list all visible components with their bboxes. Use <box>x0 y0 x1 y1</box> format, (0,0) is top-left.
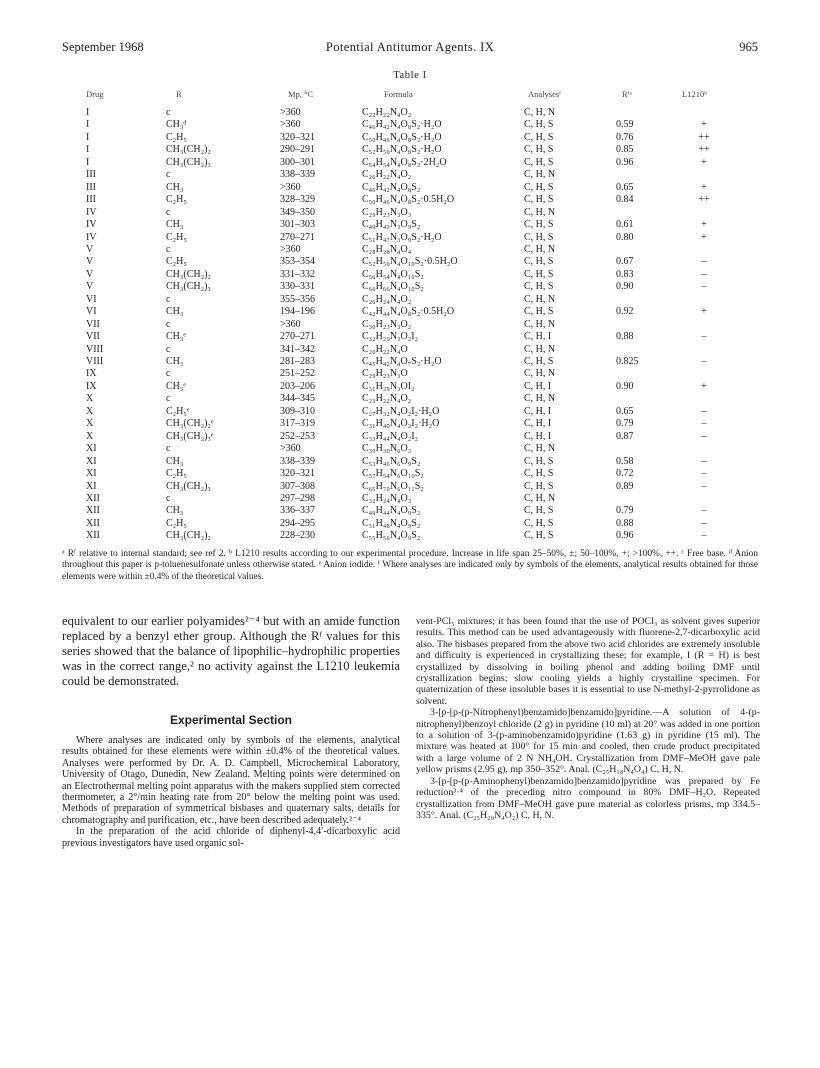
cell-analyses: C, H, N <box>524 243 556 255</box>
cell-l1210: + <box>701 231 707 243</box>
cell-l1210: – <box>701 455 707 467</box>
cell-rf: 0.88 <box>616 331 634 343</box>
body-paragraph: In the preparation of the acid chloride of diphenyl-4,4′-dicarboxylic acid previous investigators have used organic sol- <box>62 826 400 849</box>
cell-mp: >360 <box>280 318 301 330</box>
cell-r: CH₃(CH₂)₃ᵉ <box>166 430 214 442</box>
table-row <box>0 355 820 368</box>
cell-mp: 194–196 <box>280 306 315 318</box>
table-row <box>0 318 820 331</box>
cell-l1210: ++ <box>698 131 710 143</box>
table-row <box>0 218 820 231</box>
cell-r: C₂H₅ <box>166 517 187 529</box>
cell-r: CH₃(CH₂)₂ᵉ <box>166 418 214 430</box>
cell-rf: 0.90 <box>616 281 634 293</box>
cell-drug: XI <box>86 480 97 492</box>
cell-mp: 349–350 <box>280 206 315 218</box>
cell-drug: V <box>86 243 94 255</box>
cell-r: C₂H₅ <box>166 194 187 206</box>
header-rf: Rᶠᵃ <box>622 89 632 99</box>
table-row <box>0 255 820 268</box>
header-r: R <box>176 89 182 99</box>
cell-mp: 294–295 <box>280 517 315 529</box>
cell-mp: >360 <box>280 181 301 193</box>
table-footnote: ᵃ Rᶠ relative to internal standard; see ref 2. ᵇ L1210 results according to our experimental procedure. Increase in life span 25–50%, ±; 50–100%, +; >100%, ++. ᶜ Free base. ᵈ Anion throughout this paper is p-toluenesulfonate unless otherwise stated. ᵉ Anion iodide. ᶠ Where analyses are indicated only by symbols of the elements, analytical results obtained for those elements were within ±0.4% of the theoretical values. <box>62 549 758 582</box>
table-row <box>0 417 820 430</box>
table-row <box>0 268 820 281</box>
cell-analyses: C, H, S <box>524 194 554 206</box>
cell-mp: 203–206 <box>280 380 315 392</box>
cell-rf: 0.92 <box>616 306 634 318</box>
table-header-row <box>0 88 820 101</box>
cell-rf: 0.90 <box>616 380 634 392</box>
cell-analyses: C, H, S <box>524 517 554 529</box>
header-mp: Mp, °C <box>288 89 314 99</box>
cell-drug: V <box>86 268 94 280</box>
cell-r: CH₃ <box>166 505 184 517</box>
cell-drug: V <box>86 256 94 268</box>
cell-drug: X <box>86 418 94 430</box>
cell-r: c <box>166 492 171 504</box>
table-row <box>0 193 820 206</box>
cell-r: C₂H₅ <box>166 131 187 143</box>
body-paragraph: 3-[p-[p-(p-Aminophenyl)benzamido]benzamido]pyridine was prepared by Fe reduction³·⁴ of the preceding nitro compound in 80% DMF–H₂O. Repeated crystallization from DMF–MeOH gave pure material as colorless prisms, mp 334.5–335°. Anal. (C₂₅H₂₀N₄O₂) C, H, N. <box>416 775 760 821</box>
table-row <box>0 504 820 517</box>
table-row <box>0 480 820 493</box>
cell-r: CH₃(CH₂)₂ <box>166 530 211 542</box>
cell-r: CH₃(CH₂)₂ <box>166 144 211 156</box>
cell-analyses: C, H, N <box>524 293 556 305</box>
table-row <box>0 293 820 306</box>
cell-drug: VI <box>86 306 97 318</box>
cell-mp: 341–342 <box>280 343 315 355</box>
table-row <box>0 367 820 380</box>
cell-r: c <box>166 343 171 355</box>
cell-rf: 0.61 <box>616 219 634 231</box>
page-number: 965 <box>739 40 758 54</box>
cell-analyses: C, H, N <box>524 343 556 355</box>
cell-r: c <box>166 443 171 455</box>
cell-formula: C₅₁H₄₈N₄O₉S₂ <box>362 517 421 529</box>
cell-drug: V <box>86 281 94 293</box>
cell-rf: 0.87 <box>616 430 634 442</box>
cell-rf: 0.58 <box>616 455 634 467</box>
cell-mp: 353–354 <box>280 256 315 268</box>
cell-formula: C₄₆H₄₂N₄O₈S₂·H₂O <box>362 119 442 131</box>
cell-formula: C₃₉H₃₀N₆O₃ <box>362 443 412 455</box>
cell-mp: 252–253 <box>280 430 315 442</box>
cell-analyses: C, H, N <box>524 206 556 218</box>
cell-drug: IX <box>86 368 97 380</box>
cell-formula: C₆₀H₆₆N₄O₁₀S₂ <box>362 281 424 293</box>
cell-formula: C₂₈H₂₈N₄O₄ <box>362 243 412 255</box>
cell-drug: IV <box>86 231 97 243</box>
cell-drug: III <box>86 194 96 206</box>
cell-analyses: C, H, S <box>524 505 554 517</box>
cell-rf: 0.65 <box>616 181 634 193</box>
cell-drug: IX <box>86 380 97 392</box>
cell-analyses: C, H, S <box>524 131 554 143</box>
header-formula: Formula <box>384 89 413 99</box>
cell-l1210: – <box>701 468 707 480</box>
cell-r: CH₃ <box>166 219 184 231</box>
cell-r: c <box>166 318 171 330</box>
table-row <box>0 380 820 393</box>
cell-drug: VIII <box>86 356 104 367</box>
cell-analyses: C, H, S <box>524 219 554 231</box>
running-head-title: Potential Antitumor Agents. IX <box>325 40 495 54</box>
cell-drug: XII <box>86 517 100 529</box>
cell-analyses: C, H, S <box>524 181 554 193</box>
cell-formula: C₅₇H₅₄N₆O₁₀S₂ <box>362 468 424 480</box>
header-drug: Drug <box>86 89 104 99</box>
cell-l1210: – <box>701 281 707 293</box>
cell-r: c <box>166 293 171 305</box>
cell-analyses: C, H, N <box>524 368 556 380</box>
cell-formula: C₂₇H₃₂N₄O₂I₂·H₂O <box>362 405 440 417</box>
cell-r: c <box>166 393 171 405</box>
cell-mp: 281–283 <box>280 356 315 367</box>
cell-drug: VII <box>86 331 100 343</box>
cell-l1210: – <box>701 505 707 517</box>
cell-mp: 336–337 <box>280 505 315 517</box>
cell-analyses: C, H, S <box>524 306 554 318</box>
cell-rf: 0.76 <box>616 131 634 143</box>
cell-analyses: C, H, I <box>524 430 552 442</box>
cell-mp: 297–298 <box>280 492 315 504</box>
right-column <box>416 616 760 821</box>
cell-mp: 317–319 <box>280 418 315 430</box>
cell-drug: VI <box>86 293 97 305</box>
cell-drug: VII <box>86 318 100 330</box>
cell-mp: 270–271 <box>280 331 315 343</box>
cell-l1210: – <box>701 430 707 442</box>
cell-l1210: – <box>701 331 707 343</box>
cell-l1210: ++ <box>698 194 710 206</box>
cell-formula: C₅₁H₄₇N₃O₉S₂·H₂O <box>362 231 442 243</box>
cell-l1210: + <box>701 156 707 168</box>
table-row <box>0 118 820 131</box>
cell-r: C₂H₅ᵉ <box>166 405 190 417</box>
cell-formula: C₄₉H₄₄N₄O₉S₂ <box>362 505 421 517</box>
cell-analyses: C, H, I <box>524 331 552 343</box>
cell-r: CH₃(CH₂)₂ <box>166 268 211 280</box>
cell-formula: C₂₉H₂₃N₃O₃ <box>362 206 412 218</box>
cell-r: CH₃(CH₂)₃ <box>166 281 211 293</box>
cell-r: CH₃ᵉ <box>166 380 186 392</box>
table-row <box>0 243 820 256</box>
cell-drug: I <box>86 131 90 143</box>
cell-formula: C₄₅H₄₂N₄O₇S₂·H₂O <box>362 356 442 367</box>
cell-drug: I <box>86 156 90 168</box>
cell-r: CH₃ᵉ <box>166 331 186 343</box>
cell-analyses: C, H, S <box>524 455 554 467</box>
body-paragraph: Where analyses are indicated only by symbols of the elements, analytical results obtained for these elements were within ±0.4% of the theoretical values. Analyses were performed by Dr. A. D. Campbell, Microchemical Laboratory, University of Otago, Dunedin, New Zealand. Melting points were determined on an Electrothermal melting point apparatus with the makers supplied stem corrected thermometer, a 2°/min heating rate from 20° below the melting point was used. Methods of preparation of symmetrical bisbases and quaternary salts, details for chromatography and purification, etc., have been described adequately.²⁻⁴ <box>62 735 400 826</box>
cell-l1210: – <box>701 405 707 417</box>
cell-mp: 251–252 <box>280 368 315 380</box>
cell-l1210: – <box>701 356 707 367</box>
cell-r: CH₃ᵈ <box>166 119 187 131</box>
cell-analyses: C, H, I <box>524 405 552 417</box>
cell-analyses: C, H, S <box>524 281 554 293</box>
cell-formula: C₅₃H₄₆N₆O₉S₂ <box>362 455 421 467</box>
table-row <box>0 330 820 343</box>
cell-rf: 0.67 <box>616 256 634 268</box>
cell-analyses: C, H, S <box>524 468 554 480</box>
cell-formula: C₃₂H₂₉N₃O₂I₂ <box>362 331 419 343</box>
cell-drug: IV <box>86 206 97 218</box>
table-row <box>0 168 820 181</box>
running-head <box>62 40 758 56</box>
cell-mp: 355–356 <box>280 293 315 305</box>
cell-mp: 331–332 <box>280 268 315 280</box>
table-row <box>0 305 820 318</box>
cell-rf: 0.79 <box>616 505 634 517</box>
table-row <box>0 343 820 356</box>
table-row <box>0 517 820 530</box>
cell-r: c <box>166 169 171 181</box>
table-caption: Table I <box>393 70 427 81</box>
cell-analyses: C, H, N <box>524 443 556 455</box>
table-row <box>0 106 820 119</box>
cell-rf: 0.72 <box>616 468 634 480</box>
cell-mp: 309–310 <box>280 405 315 417</box>
cell-mp: 301–303 <box>280 219 315 231</box>
cell-analyses: C, H, I <box>524 380 552 392</box>
cell-formula: C₃₂H₂₄N₄O₃ <box>362 492 412 504</box>
cell-analyses: C, H, N <box>524 169 556 181</box>
cell-analyses: C, H, N <box>524 107 556 118</box>
cell-mp: 270–271 <box>280 231 315 243</box>
cell-mp: 228–230 <box>280 530 315 542</box>
cell-formula: C₃₁H₄₀N₄O₂I₂·H₂O <box>362 418 440 430</box>
cell-formula: C₂₉H₂₃N₃O <box>362 368 408 380</box>
cell-r: C₂H₅ <box>166 231 187 243</box>
cell-analyses: C, H, S <box>524 268 554 280</box>
cell-analyses: C, H, S <box>524 356 554 367</box>
cell-analyses: C, H, S <box>524 231 554 243</box>
cell-formula: C₅₆H₅₄N₄O₁₀S₂ <box>362 268 424 280</box>
cell-mp: 338–339 <box>280 169 315 181</box>
cell-r: c <box>166 243 171 255</box>
cell-r: CH₃(CH₂)₃ <box>166 156 211 168</box>
cell-formula: C₂₆H₂₄N₄O₂ <box>362 293 412 305</box>
cell-r: C₂H₅ <box>166 256 187 268</box>
body-paragraph: 3-[p-[p-(p-Nitrophenyl)benzamido]benzamido]pyridine.—A solution of 4-(p-nitrophenyl)benzoyl chloride (2 g) in pyridine (10 ml) at 20° was added in one portion to a solution of 3-(p-aminobenzamido)pyridine (1.63 g) in pyridine (15 ml). The mixture was heated at 100° for 15 min and cooled, then crude product precipitated with a large volume of 2 N NH₄OH. Crystallization from DMF–MeOH gave pale yellow prisms (2.95 g), mp 350–352°. Anal. (C₂₅H₁₈N₄O₄) C, H, N. <box>416 707 760 776</box>
cell-l1210: – <box>701 268 707 280</box>
cell-rf: 0.96 <box>616 156 634 168</box>
cell-rf: 0.85 <box>616 144 634 156</box>
cell-l1210: ++ <box>698 144 710 156</box>
cell-rf: 0.59 <box>616 119 634 131</box>
cell-l1210: + <box>701 219 707 231</box>
cell-r: C₂H₅ <box>166 468 187 480</box>
cell-analyses: C, H, N <box>524 492 556 504</box>
cell-analyses: C, H, S <box>524 156 554 168</box>
cell-drug: XI <box>86 443 97 455</box>
cell-mp: 300–301 <box>280 156 315 168</box>
table-row <box>0 156 820 169</box>
running-head-date: September 1968 <box>62 40 144 54</box>
cell-formula: C₅₄H₅₄N₄O₈S₂·2H₂O <box>362 156 447 168</box>
cell-formula: C₂₂H₂₂N₄O₂ <box>362 107 412 118</box>
body-paragraph: vent-PCl₅ mixtures; it has been found that the use of POCl₃ as solvent gives superior results. This method can be used advantageously with fluorene-2,7-dicarboxylic acid also. The bisbases prepared from the above two acid chlorides are extremely insoluble and difficulty is experienced in crystallizing these; for example, I (R = H) is best crystallized by dissolving in boiling phenol and adding boiling DMF until crystallization begins; slow cooling yields a highly crystalline specimen. For quaternization of these insoluble bases it is essential to use N-methyl-2-pyrrolidone as solvent. <box>416 616 760 707</box>
cell-formula: C₅₀H₄₆N₄O₈S₂·H₂O <box>362 131 442 143</box>
cell-l1210: – <box>701 480 707 492</box>
cell-mp: >360 <box>280 107 301 118</box>
cell-drug: I <box>86 119 90 131</box>
cell-mp: 344–345 <box>280 393 315 405</box>
cell-l1210: – <box>701 517 707 529</box>
cell-mp: 320–321 <box>280 131 315 143</box>
cell-analyses: C, H, S <box>524 144 554 156</box>
cell-formula: C₅₂H₅₀N₄O₈S₂·H₂O <box>362 144 442 156</box>
cell-l1210: + <box>701 380 707 392</box>
cell-formula: C₂₀H₂₂N₄O <box>362 343 408 355</box>
cell-analyses: C, H, S <box>524 119 554 131</box>
header-l1210: L1210ᵇ <box>682 89 707 99</box>
cell-l1210: + <box>701 181 707 193</box>
cell-mp: >360 <box>280 443 301 455</box>
left-column <box>62 614 400 849</box>
intro-paragraph: equivalent to our earlier polyamides²⁻⁴ but with an amide function replaced by a benzyl ether group. Although the Rᶠ values for this series showed that the balance of lipophilic–hydrophilic properties was in the correct range,² no activity against the L1210 leukemia could be demonstrated. <box>62 614 400 688</box>
cell-drug: X <box>86 430 94 442</box>
cell-rf: 0.88 <box>616 517 634 529</box>
cell-mp: 290–291 <box>280 144 315 156</box>
cell-r: CH₃ <box>166 306 184 318</box>
cell-mp: 338–339 <box>280 455 315 467</box>
cell-rf: 0.65 <box>616 405 634 417</box>
table-row <box>0 529 820 542</box>
cell-analyses: C, H, N <box>524 318 556 330</box>
cell-formula: C₄₉H₄₃N₃O₉S₂ <box>362 219 421 231</box>
cell-drug: XII <box>86 492 100 504</box>
cell-mp: 307–308 <box>280 480 315 492</box>
table-row <box>0 442 820 455</box>
cell-r: CH₃ <box>166 181 184 193</box>
cell-mp: >360 <box>280 243 301 255</box>
cell-l1210: + <box>701 119 707 131</box>
cell-l1210: + <box>701 306 707 318</box>
table-row <box>0 405 820 418</box>
cell-drug: III <box>86 169 96 181</box>
cell-rf: 0.80 <box>616 231 634 243</box>
header-analyses: Analysesᶠ <box>528 89 561 99</box>
cell-mp: 328–329 <box>280 194 315 206</box>
table-row <box>0 392 820 405</box>
cell-drug: X <box>86 405 94 417</box>
cell-rf: 0.825 <box>616 356 639 367</box>
cell-r: CH₃ <box>166 455 184 467</box>
cell-r: c <box>166 107 171 118</box>
section-heading: Experimental Section <box>169 713 293 727</box>
cell-analyses: C, H, I <box>524 418 552 430</box>
cell-formula: C₅₂H₅₀N₄O₁₀S₂·0.5H₂O <box>362 256 458 268</box>
table-row <box>0 206 820 219</box>
cell-analyses: C, H, N <box>524 393 556 405</box>
cell-formula: C₄₆H₄₂N₄O₈S₂ <box>362 181 421 193</box>
cell-formula: C₅₅H₅₆N₄O₉S₂ <box>362 530 421 542</box>
cell-formula: C₄₂H₄₄N₄O₈S₂·0.5H₂O <box>362 306 455 318</box>
cell-r: c <box>166 368 171 380</box>
cell-formula: C₅₀H₄₆N₄O₈S₂·0.5H₂O <box>362 194 455 206</box>
cell-analyses: C, H, S <box>524 256 554 268</box>
cell-r: CH₃ <box>166 356 184 367</box>
table-row <box>0 430 820 443</box>
cell-rf: 0.79 <box>616 418 634 430</box>
cell-drug: XII <box>86 530 100 542</box>
cell-drug: X <box>86 393 94 405</box>
cell-drug: XI <box>86 455 97 467</box>
cell-drug: I <box>86 144 90 156</box>
cell-mp: 320–321 <box>280 468 315 480</box>
table-row <box>0 143 820 156</box>
cell-drug: I <box>86 107 90 118</box>
cell-formula: C₃₃H₄₄N₄O₂I₂ <box>362 430 419 442</box>
cell-rf: 0.83 <box>616 268 634 280</box>
cell-rf: 0.84 <box>616 194 634 206</box>
table-row <box>0 131 820 144</box>
table-row <box>0 467 820 480</box>
cell-r: c <box>166 206 171 218</box>
cell-formula: C₃₁H₂₉N₃OI₂ <box>362 380 415 392</box>
cell-drug: XI <box>86 468 97 480</box>
cell-rf: 0.89 <box>616 480 634 492</box>
table-row <box>0 455 820 468</box>
table-row <box>0 231 820 244</box>
table-row <box>0 280 820 293</box>
cell-formula: C₆₅H₇₀N₆O₁₁S₂ <box>362 480 424 492</box>
cell-mp: >360 <box>280 119 301 131</box>
cell-l1210: – <box>701 418 707 430</box>
cell-formula: C₃₀H₂₃N₃O₂ <box>362 318 412 330</box>
cell-formula: C₂₃H₂₂N₄O₂ <box>362 393 412 405</box>
cell-l1210: – <box>701 530 707 542</box>
table-row <box>0 492 820 505</box>
cell-mp: 330–331 <box>280 281 315 293</box>
table-row <box>0 181 820 194</box>
cell-rf: 0.96 <box>616 530 634 542</box>
cell-r: CH₃(CH₂)₃ <box>166 480 211 492</box>
cell-formula: C₂₆H₂₂N₄O₂ <box>362 169 412 181</box>
cell-drug: III <box>86 181 96 193</box>
cell-analyses: C, H, S <box>524 530 554 542</box>
cell-l1210: – <box>701 256 707 268</box>
cell-analyses: C, H, S <box>524 480 554 492</box>
cell-drug: VIII <box>86 343 104 355</box>
cell-drug: XII <box>86 505 100 517</box>
cell-drug: IV <box>86 219 97 231</box>
